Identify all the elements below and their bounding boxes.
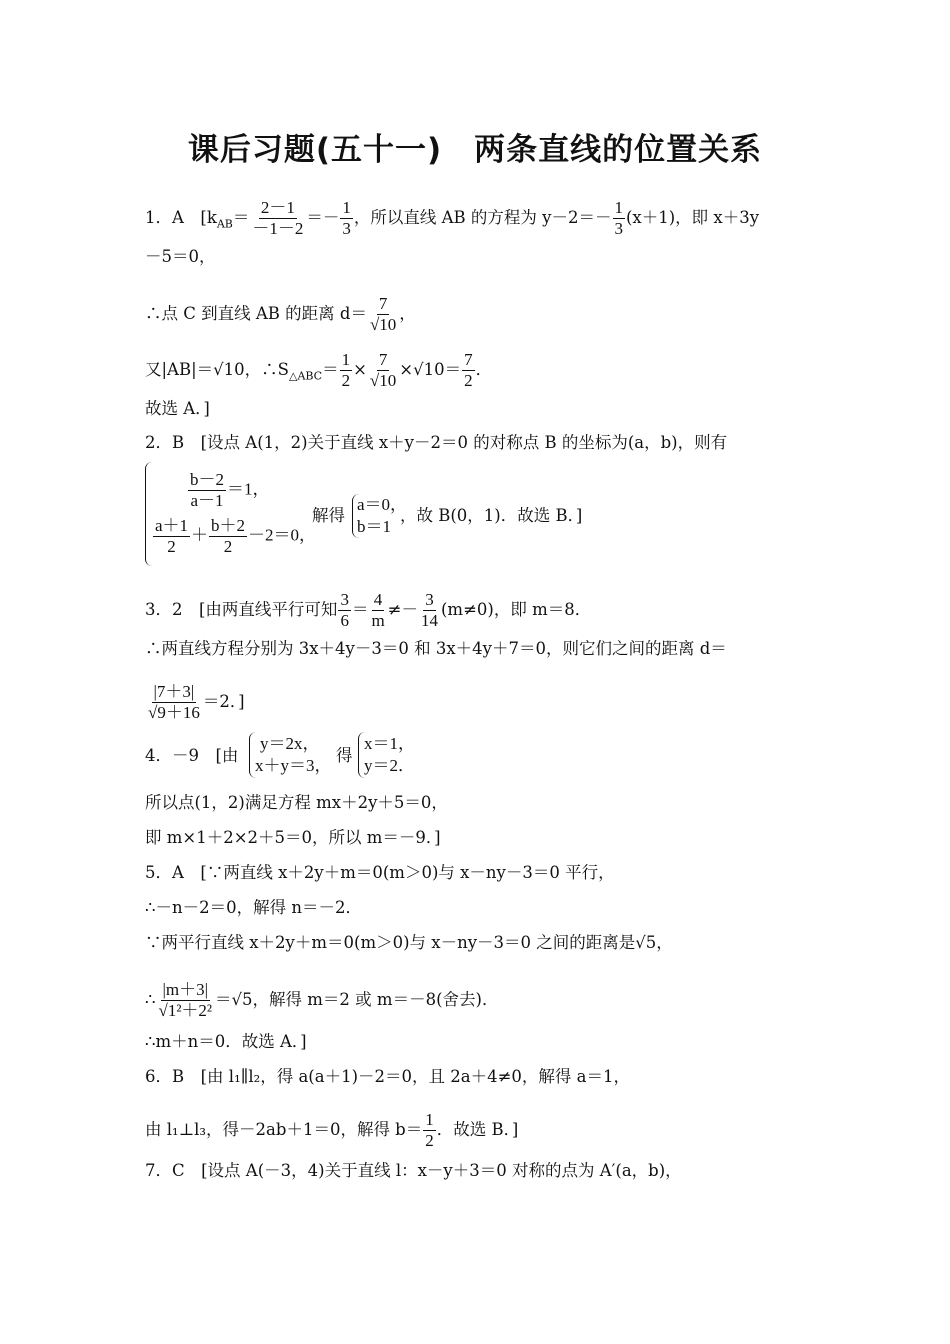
fraction: $\frac{1}{2}$ <box>341 350 351 390</box>
solution-system: a＝0， b＝1 <box>357 495 408 536</box>
answer-2-conclusion: ，故 B(0，1)．故选 B．] <box>400 506 583 525</box>
answer-3-line-3: $\frac{|7+3|}{√9+16}$ ＝2．] <box>148 682 245 722</box>
answer-5-line-5: ∴m＋n＝0．故选 A．] <box>145 1032 307 1051</box>
answer-5-line-1: 5．A [∵两直线 x＋2y＋m＝0(m＞0)与 x－ny－3＝0 平行， <box>145 863 615 882</box>
system-4-result: x＝1， y＝2． <box>364 734 415 775</box>
answer-1-line-2: －5＝0， <box>145 247 216 266</box>
answer-5-line-2: ∴－n－2＝0，解得 n＝－2． <box>145 898 362 917</box>
answer-6-line-1: 6．B [由 l₁∥l₂，得 a(a＋1)－2＝0，且 2a＋4≠0，解得 a＝1， <box>145 1067 630 1086</box>
fraction: $\frac{1}{3}$ <box>614 198 623 238</box>
solve-label: 解得 <box>312 506 345 525</box>
answer-1-line-5: 故选 A．] <box>145 399 210 418</box>
answer-1-line-1: 1．A [$k_{AB}=$ $\frac{2-1}{-1-2}$ ＝－ $\frac{1}{3}$ ，所以直线 AB 的方程为 y－2＝－ $\frac{1}{3}$ (x＋1)，即 x＋3y <box>145 198 760 238</box>
answer-5-line-4: ∴ $\frac{|m+3|}{\text{√1²＋2²}}$ ＝√5，解得 m＝2 或 m＝－8(舍去)． <box>145 980 499 1020</box>
system-eq-2: $\frac{a+1}{2}$ ＋ $\frac{b+2}{2}$ －2＝0， <box>155 516 317 556</box>
answer-4-line-3: 即 m×1＋2×2＋5＝0，所以 m＝－9．] <box>145 828 441 847</box>
fraction: $\frac{7}{√10}$ <box>369 350 397 390</box>
page-title: 课后习题(五十一) 两条直线的位置关系 <box>187 132 763 168</box>
answer-6-line-2: 由 l₁⊥l₃，得－2ab＋1＝0，解得 b＝ $\frac{1}{2}$ ．故选 B．] <box>145 1110 519 1150</box>
answer-3-line-2: ∴两直线方程分别为 3x＋4y－3＝0 和 3x＋4y＋7＝0，则它们之间的距离 d＝ <box>145 639 727 658</box>
answer-3-line-1: 3．2 [由两直线平行可知 $\frac{3}{6}$ ＝ $\frac{4}{m}$ ≠－ $\frac{3}{14}$ (m≠0)，即 m＝8． <box>145 590 592 630</box>
answer-1-line-3: ∴点 C 到直线 AB 的距离 d＝ $\frac{7}{√10}$ ， <box>145 294 416 334</box>
fraction: $\frac{1}{3}$ <box>342 198 351 238</box>
fraction: $\frac{2-1}{-1-2}$ <box>252 198 304 238</box>
left-brace <box>145 462 152 566</box>
answer-2-line-1: 2．B [设点 A(1，2)关于直线 x＋y－2＝0 的对称点 B 的坐标为(a，b)，则有 <box>145 433 728 452</box>
answer-5-line-3: ∵两平行直线 x＋2y＋m＝0(m＞0)与 x－ny－3＝0 之间的距离是√5， <box>145 933 673 952</box>
system-eq-1: $\frac{b-2}{a-1}$ ＝1， <box>190 470 270 510</box>
fraction: $\frac{7}{√10}$ <box>369 294 397 334</box>
answer-1-line-4: 又|AB|＝√10，$\therefore S_{\triangle ABC}=$ $\frac{1}{2}$ × $\frac{7}{√10}$ ×√10＝ $\frac{7}{2}$ ． <box>145 350 493 390</box>
fraction: $\frac{7}{2}$ <box>464 350 473 390</box>
answer-4-line-1: 4．－9 [由 <box>145 746 239 765</box>
obtain-label: 得 <box>336 746 353 765</box>
answer-7-line-1: 7．C [设点 A(－3，4)关于直线 l：x－y＋3＝0 对称的点为 A′(a，b)， <box>145 1161 682 1180</box>
system-4-eqs: y＝2x， x＋y＝3， <box>255 734 332 775</box>
answer-4-line-2: 所以点(1，2)满足方程 mx＋2y＋5＝0， <box>145 793 448 812</box>
